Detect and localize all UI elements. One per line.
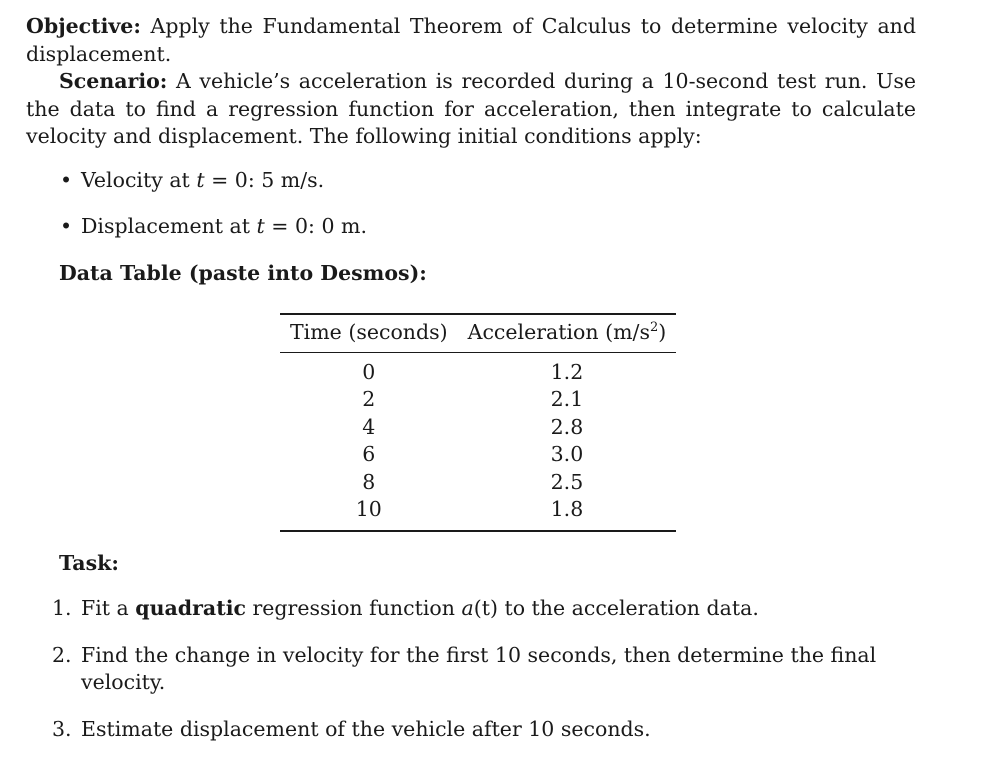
bullet-icon: • (60, 214, 73, 238)
scenario-label: Scenario: (59, 69, 168, 93)
condition-equals: = 0: (264, 214, 322, 238)
condition-value: 5 m/s. (261, 167, 325, 192)
task-number: 3. (52, 716, 72, 741)
table-row (280, 441, 676, 469)
table-row (280, 496, 676, 531)
acceleration-cell: 2.5 (550, 469, 584, 494)
data-table-heading: Data Table (paste into Desmos): (59, 260, 427, 285)
initial-conditions-list (26, 167, 916, 241)
column-header-acceleration (458, 314, 677, 352)
condition-prefix: Displacement at (81, 214, 257, 238)
task-text-pre: Fit a (81, 596, 136, 620)
task-item-1 (26, 595, 916, 623)
task-number: 1. (52, 596, 72, 620)
acceleration-cell: 2.1 (550, 387, 584, 411)
task-number: 2. (52, 642, 72, 667)
table-row (280, 414, 676, 442)
objective-paragraph (26, 13, 916, 68)
task-text: Estimate displacement of the vehicle after 10 seconds. (81, 716, 651, 741)
condition-equals: = 0: (204, 167, 262, 192)
column-header-time: Time (seconds) (280, 314, 458, 352)
scenario-text: A vehicle’s acceleration is recorded during a 10-second test run. Use the data to find a regression function for acceleration, then integrate to calculate velocity and displacement. The following initial conditions apply: (26, 69, 916, 148)
acceleration-cell: 1.8 (458, 496, 677, 531)
acceleration-cell: 3.0 (550, 442, 584, 466)
time-cell: 6 (362, 442, 376, 466)
condition-variable: t (256, 214, 265, 238)
bullet-icon: • (60, 167, 73, 192)
scenario-paragraph (26, 68, 916, 151)
task-heading: Task: (59, 550, 119, 575)
acceleration-cell: 1.2 (550, 359, 584, 384)
condition-value: 0 m. (321, 214, 367, 238)
task-list (26, 595, 916, 743)
table-row (280, 352, 676, 386)
objective-text: Apply the Fundamental Theorem of Calculus to determine velocity and displacement. (26, 14, 916, 66)
task-math-function: a (461, 596, 474, 620)
time-cell: 2 (362, 387, 376, 411)
document-page (26, 13, 916, 762)
condition-velocity (26, 167, 916, 195)
accel-header-text: Acceleration (m/s (467, 320, 650, 344)
condition-prefix: Velocity at (81, 167, 197, 192)
time-cell: 0 (362, 359, 376, 384)
acceleration-data-table (280, 313, 676, 532)
task-text-bold: quadratic (135, 596, 246, 620)
objective-label: Objective: (26, 14, 141, 38)
task-math-argument: (t) (473, 596, 498, 620)
condition-variable: t (196, 167, 205, 192)
time-cell: 8 (362, 469, 376, 494)
acceleration-cell: 2.8 (550, 414, 584, 439)
task-text-post: to the acceleration data. (497, 596, 759, 620)
time-cell: 10 (280, 496, 458, 531)
task-item-3 (26, 716, 916, 744)
task-text: Find the change in velocity for the first 10 seconds, then determine the final velocity. (81, 642, 877, 694)
task-item-2 (26, 642, 916, 697)
condition-displacement (26, 213, 916, 241)
accel-header-exponent: 2 (649, 320, 659, 335)
table-row (280, 386, 676, 414)
accel-header-close: ) (658, 320, 667, 344)
table-row (280, 469, 676, 497)
table-header-row (280, 314, 676, 352)
task-text-mid: regression function (245, 596, 462, 620)
time-cell: 4 (362, 414, 376, 439)
